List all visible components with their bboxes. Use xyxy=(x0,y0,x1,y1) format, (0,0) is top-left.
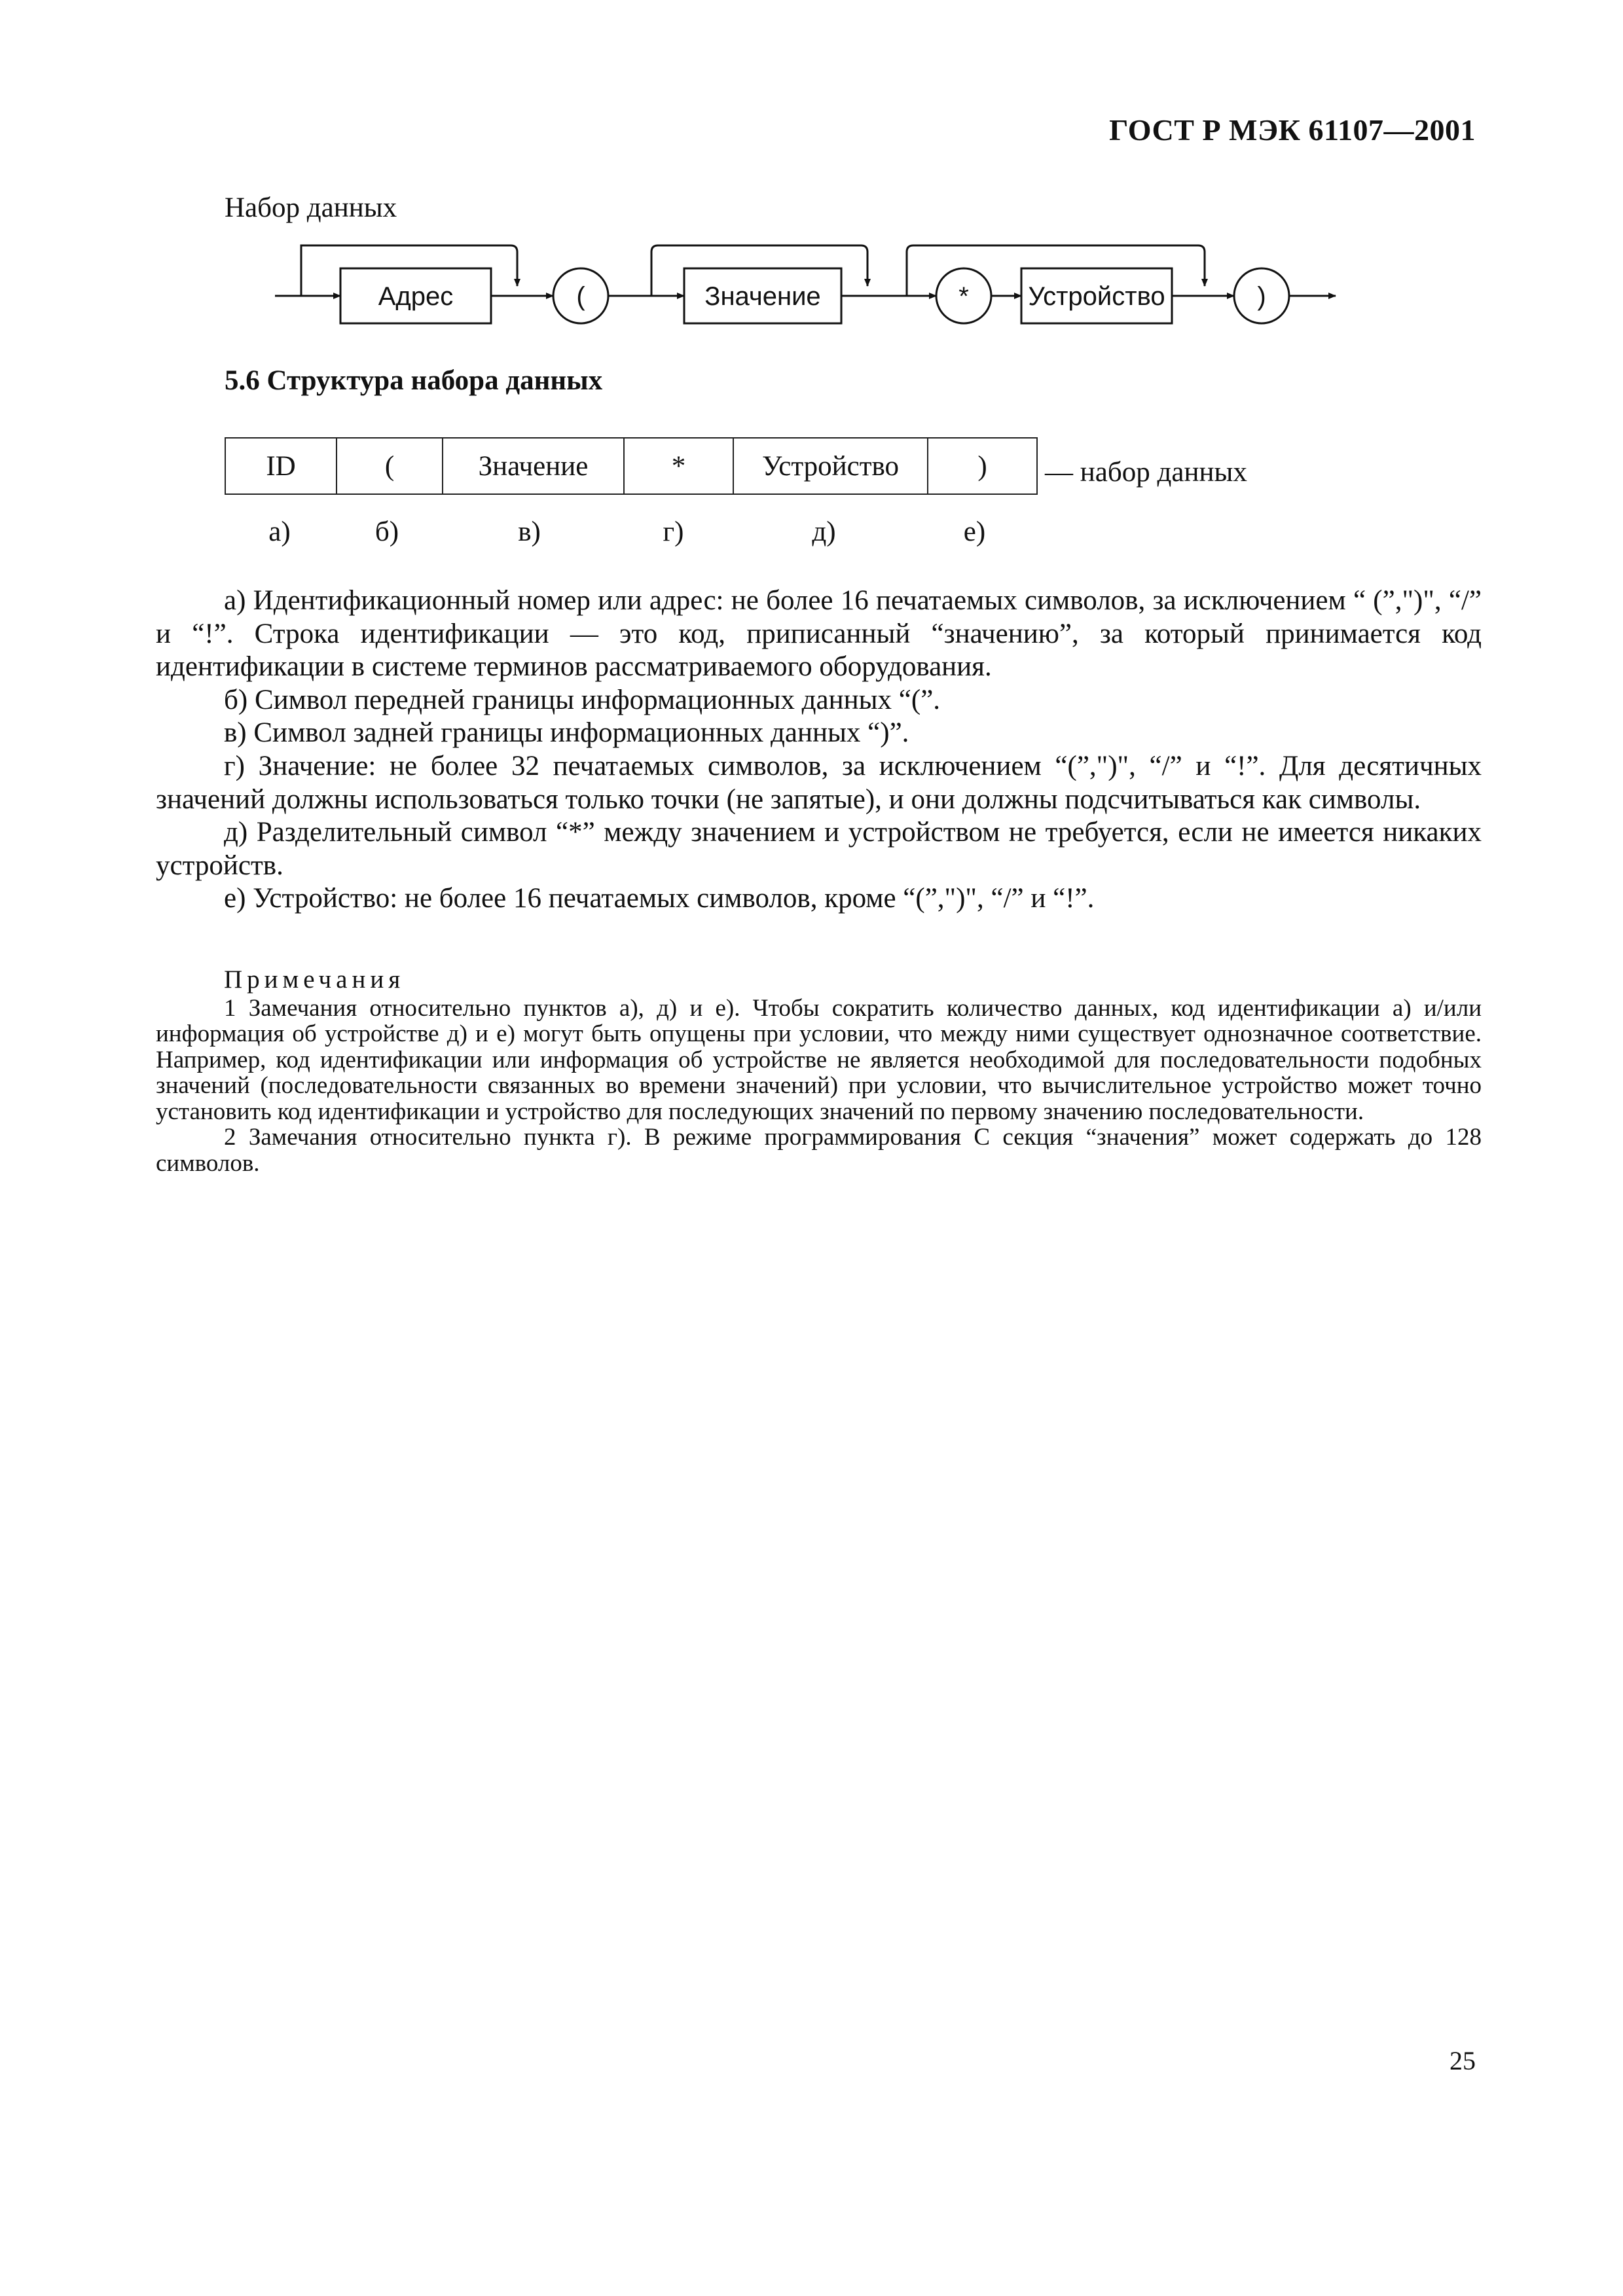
table-row xyxy=(225,438,1037,494)
letter-a: а) xyxy=(268,516,291,547)
cell-asterisk: * xyxy=(624,438,733,494)
document-code: ГОСТ Р МЭК 61107—2001 xyxy=(1109,113,1476,147)
paragraph: г) Значение: не более 32 печатаемых символов, за исключением “(”,")", “/” и “!”. Для десятичных значений должны использоваться только точки (не запятые), и они должны подсчитываться как символы. xyxy=(156,750,1482,815)
box-address-label: Адрес xyxy=(378,282,454,311)
cell-open-paren: ( xyxy=(337,438,443,494)
cell-close-paren: ) xyxy=(928,438,1037,494)
paragraph: е) Устройство: не более 16 печатаемых символов, кроме “(”,")", “/” и “!”. xyxy=(224,883,1095,914)
notes-title: Примечания xyxy=(224,965,405,994)
paragraph: д) Разделительный символ “*” между значением и устройством не требуется, если не имеется никаких устройств. xyxy=(156,817,1482,881)
letter-e: е) xyxy=(963,516,986,547)
diagram-caption: Набор данных xyxy=(225,192,397,223)
paragraph: а) Идентификационный номер или адрес: не более 16 печатаемых символов, за исключением “ (”,")", “/” и “!”. Строка идентификации — это код, приписанный “значению”, за который принимается код идентификации в системе терминов рассматриваемого оборудования. xyxy=(156,585,1482,683)
box-device-label: Устройство xyxy=(1028,282,1165,311)
circle-close-paren-label: ) xyxy=(1257,282,1266,311)
circle-asterisk-label: * xyxy=(958,282,969,311)
circle-open-paren-label: ( xyxy=(576,282,585,311)
cell-id: ID xyxy=(225,438,337,494)
definitions xyxy=(156,584,1482,916)
paragraph: б) Символ передней границы информационных данных “(”. xyxy=(224,684,941,715)
page-number: 25 xyxy=(1450,2046,1476,2075)
box-value-label: Значение xyxy=(704,282,821,311)
data-set-structure-table xyxy=(225,437,1038,495)
letter-v: в) xyxy=(518,516,541,547)
cell-device: Устройство xyxy=(733,438,928,494)
note-item: 1 Замечания относительно пунктов а), д) и е). Чтобы сократить количество данных, код идентификации а) и/или информация об устройстве д) и е) могут быть опущены при условии, что между ними существует однозначное соответствие. Например, код идентификации или информация об устройстве не является необходимой для последовательности подобных значений (последовательности связанных во времени значений) при условии, что вычислительное устройство может точно установить код идентификации и устройство для последующих значений по первому значению последовательности. xyxy=(156,994,1482,1125)
note-item: 2 Замечания относительно пункта г). В режиме программирования С секция “значения” может содержать до 128 символов. xyxy=(156,1124,1482,1177)
cell-value: Значение xyxy=(443,438,624,494)
notes xyxy=(156,967,1482,1176)
section-title: 5.6 Структура набора данных xyxy=(225,365,603,396)
letter-b: б) xyxy=(374,516,399,547)
letter-d: д) xyxy=(812,516,836,547)
paragraph: в) Символ задней границы информационных данных “)”. xyxy=(224,717,909,749)
structure-suffix: — набор данных xyxy=(1045,457,1247,488)
letter-g: г) xyxy=(663,516,684,547)
syntax-diagram xyxy=(262,232,1388,331)
